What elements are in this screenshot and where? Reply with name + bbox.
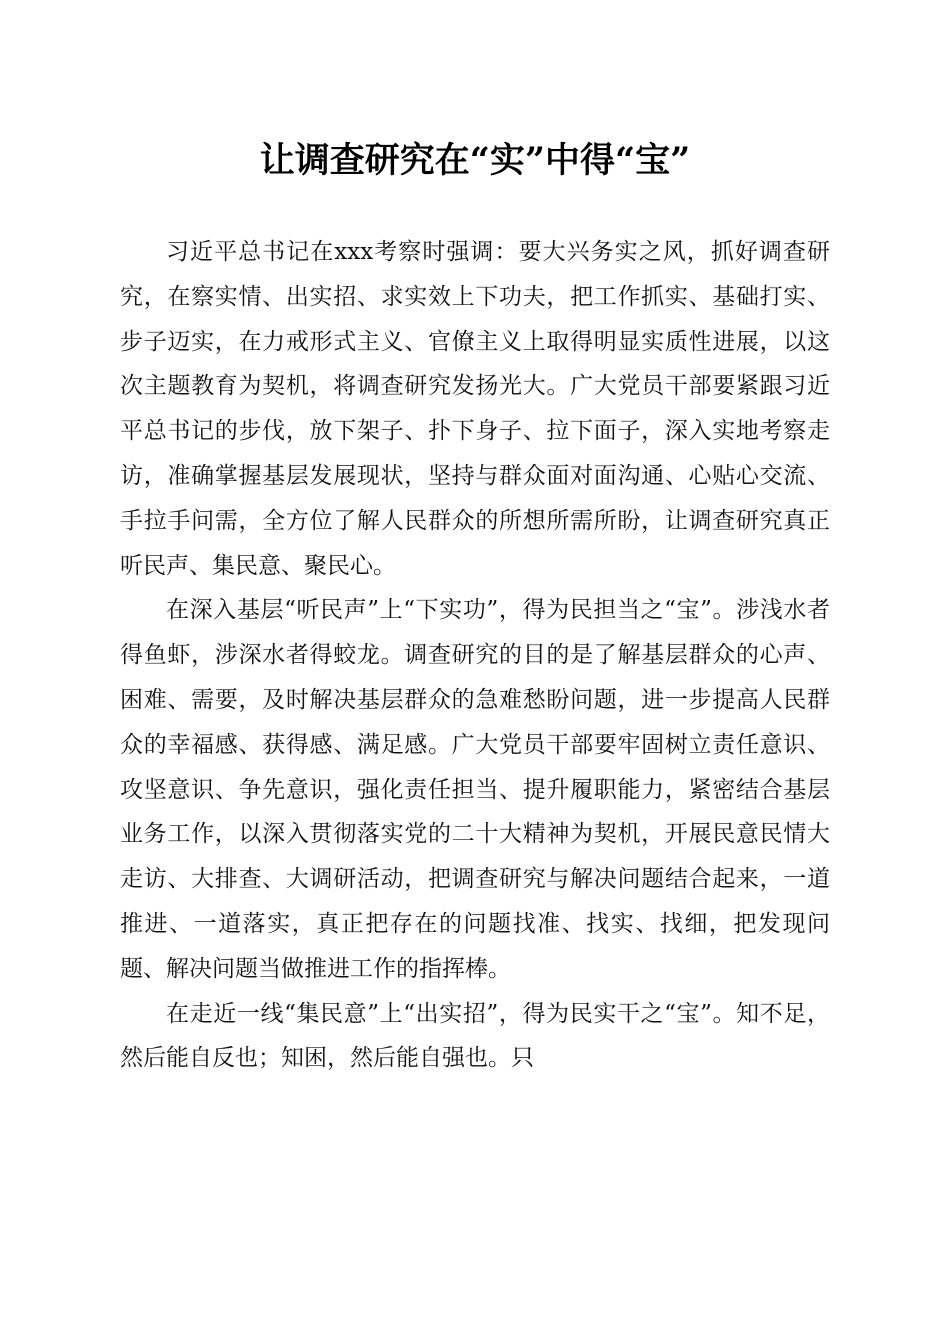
document-body (120, 230, 830, 1081)
paragraph-3: 在走近一线“集民意”上“出实招”，得为民实干之“宝”。知不足，然后能自反也；知困，然后能自强也。只 (120, 1000, 830, 1072)
paragraph-2: 在深入基层“听民声”上“下实功”，得为民担当之“宝”。涉浅水者得鱼虾，涉深水者得蛟龙。调查研究的目的是了解基层群众的心声、困难、需要，及时解决基层群众的急难愁盼问题，进一步提高人民群众的幸福感、获得感、满足感。广大党员干部要牢固树立责任意识、攻坚意识、争先意识，强化责任担当、提升履职能力，紧密结合基层业务工作，以深入贯彻落实党的二十大精神为契机，开展民意民情大走访、大排查、大调研活动，把调查研究与解决问题结合起来，一道推进、一道落实，真正把存在的问题找准、找实、找细，把发现问题、解决问题当做推进工作的指挥棒。 (120, 597, 830, 982)
document-title: 让调查研究在“实”中得“宝” (259, 140, 691, 181)
paragraph-1: 习近平总书记在xxx考察时强调：要大兴务实之风，抓好调查研究，在察实情、出实招、求实效上下功夫，把工作抓实、基础打实、步子迈实，在力戒形式主义、官僚主义上取得明显实质性进展，以这次主题教育为契机，将调查研究发扬光大。广大党员干部要紧跟习近平总书记的步伐，放下架子、扑下身子、拉下面子，深入实地考察走访，准确掌握基层发展现状，坚持与群众面对面沟通、心贴心交流、手拉手问需，全方位了解人民群众的所想所需所盼，让调查研究真正听民声、集民意、聚民心。 (120, 239, 830, 579)
